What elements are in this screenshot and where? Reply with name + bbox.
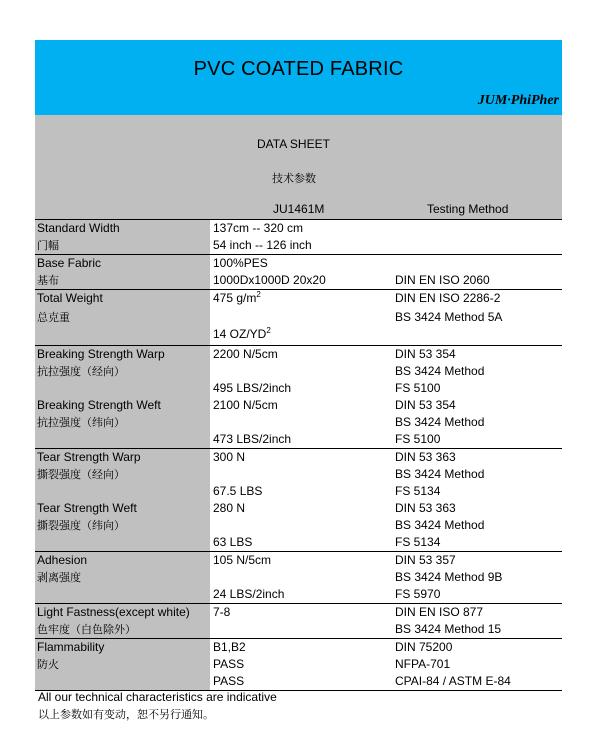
brand-logo-text: JUM·PhiPher: [477, 93, 559, 108]
testing-method: DIN 53 357: [395, 553, 456, 567]
property-label: Total Weight: [37, 291, 103, 305]
property-value: 24 LBS/2inch: [213, 587, 285, 601]
property-label: Breaking Strength Weft: [37, 398, 161, 412]
property-label: 抗拉强度（经向）: [37, 365, 125, 378]
model-column-header: JU1461M: [273, 202, 325, 216]
property-label: 剥离强度: [37, 571, 81, 584]
testing-method: BS 3424 Method: [395, 467, 485, 481]
property-value: 14 OZ/YD: [213, 327, 267, 341]
sheet-header: [35, 115, 562, 219]
property-label: Breaking Strength Warp: [37, 347, 165, 361]
testing-method-cell: [393, 255, 562, 289]
testing-method: DIN 53 354: [395, 398, 456, 412]
property-label: Standard Width: [37, 221, 120, 235]
spec-table: [35, 219, 562, 691]
property-value: 100%PES: [213, 256, 268, 270]
testing-method: FS 5134: [395, 535, 441, 549]
property-label: 撕裂强度（纬向）: [37, 519, 125, 532]
property-value: 2100 N/5cm: [213, 398, 278, 412]
property-label: 抗拉强度（纬向）: [37, 416, 125, 429]
property-value: 495 LBS/2inch: [213, 381, 292, 395]
property-value: 473 LBS/2inch: [213, 432, 292, 446]
testing-method: DIN 75200: [395, 640, 453, 654]
property-value: 137cm -- 320 cm: [213, 221, 304, 235]
property-value-cell: [210, 449, 393, 551]
testing-method: DIN EN ISO 2060: [395, 273, 490, 287]
testing-method: BS 3424 Method: [395, 364, 485, 378]
property-value-cell: [210, 552, 393, 603]
property-value-cell: [210, 346, 393, 448]
testing-method: DIN 53 363: [395, 501, 456, 515]
property-label: 色牢度（白色除外）: [37, 623, 136, 636]
testing-method: BS 3424 Method 5A: [395, 310, 503, 324]
testing-method: DIN EN ISO 877: [395, 605, 484, 619]
spec-row: [35, 639, 562, 691]
unit-superscript: 2: [256, 290, 261, 299]
page-title: PVC COATED FABRIC: [193, 58, 404, 80]
property-value: 54 inch -- 126 inch: [213, 238, 312, 252]
testing-method-cell: [393, 290, 562, 345]
property-label-cell: [35, 255, 210, 289]
testing-method: DIN EN ISO 2286-2: [395, 291, 501, 305]
testing-method: FS 5100: [395, 432, 441, 446]
testing-method: BS 3424 Method 9B: [395, 570, 503, 584]
property-value: PASS: [213, 674, 245, 688]
unit-superscript: 2: [266, 326, 271, 335]
property-label: 基布: [37, 274, 59, 287]
property-label: 防火: [37, 658, 59, 671]
spec-row: [35, 220, 562, 255]
property-value-cell: [210, 639, 393, 690]
property-label: 总克重: [37, 311, 70, 324]
data-sheet: [35, 40, 562, 691]
title-banner: [35, 40, 562, 115]
property-value: 7-8: [213, 605, 231, 619]
property-value: 67.5 LBS: [213, 484, 263, 498]
spec-row: [35, 290, 562, 346]
spec-row: [35, 255, 562, 290]
testing-method: NFPA-701: [395, 657, 451, 671]
property-value: PASS: [213, 657, 245, 671]
testing-method: FS 5100: [395, 381, 441, 395]
testing-method: BS 3424 Method 15: [395, 622, 502, 636]
testing-method: DIN 53 354: [395, 347, 456, 361]
property-value: 280 N: [213, 501, 246, 515]
data-sheet-label: DATA SHEET: [257, 137, 330, 151]
property-label-cell: [35, 290, 210, 345]
property-label: Base Fabric: [37, 256, 102, 270]
data-sheet-label-cn: 技术参数: [272, 172, 316, 185]
property-value: 300 N: [213, 450, 246, 464]
property-value: 475 g/m: [213, 291, 257, 305]
spec-row: [35, 346, 562, 449]
property-value: 63 LBS: [213, 535, 253, 549]
property-label-cell: [35, 220, 210, 254]
property-value-cell: [210, 604, 393, 638]
testing-method-cell: [393, 220, 562, 254]
property-value-cell: [210, 290, 393, 345]
property-value-cell: [210, 220, 393, 254]
testing-method-cell: [393, 604, 562, 638]
footer-note-en: All our technical characteristics are indicative: [38, 690, 277, 704]
property-label-cell: [35, 552, 210, 603]
property-value: 2200 N/5cm: [213, 347, 278, 361]
property-label-cell: [35, 449, 210, 551]
testing-method-cell: [393, 552, 562, 603]
property-label: Tear Strength Weft: [37, 501, 137, 515]
property-label: Light Fastness(except white): [37, 605, 190, 619]
testing-method: BS 3424 Method: [395, 518, 485, 532]
spec-row: [35, 552, 562, 604]
testing-method: DIN 53 363: [395, 450, 456, 464]
spec-row: [35, 604, 562, 639]
property-label: 撕裂强度（经向）: [37, 468, 125, 481]
property-label: 门幅: [37, 239, 59, 252]
property-label-cell: [35, 639, 210, 690]
property-value: B1,B2: [213, 640, 246, 654]
testing-method: FS 5970: [395, 587, 441, 601]
property-label-cell: [35, 604, 210, 638]
property-value-cell: [210, 255, 393, 289]
testing-method-cell: [393, 346, 562, 448]
footer-note: [38, 688, 277, 724]
spec-row: [35, 449, 562, 552]
property-value: 1000Dx1000D 20x20: [213, 273, 326, 287]
property-value: 105 N/5cm: [213, 553, 272, 567]
testing-method-cell: [393, 639, 562, 690]
property-label: Adhesion: [37, 553, 88, 567]
footer-note-cn: 以上参数如有变动，恕不另行通知。: [38, 708, 214, 721]
testing-method-column-header: Testing Method: [427, 202, 509, 216]
testing-method-cell: [393, 449, 562, 551]
testing-method: FS 5134: [395, 484, 441, 498]
testing-method: CPAI-84 / ASTM E-84: [395, 674, 511, 688]
property-label-cell: [35, 346, 210, 448]
testing-method: BS 3424 Method: [395, 415, 485, 429]
property-label: Tear Strength Warp: [37, 450, 141, 464]
property-label: Flammability: [37, 640, 105, 654]
